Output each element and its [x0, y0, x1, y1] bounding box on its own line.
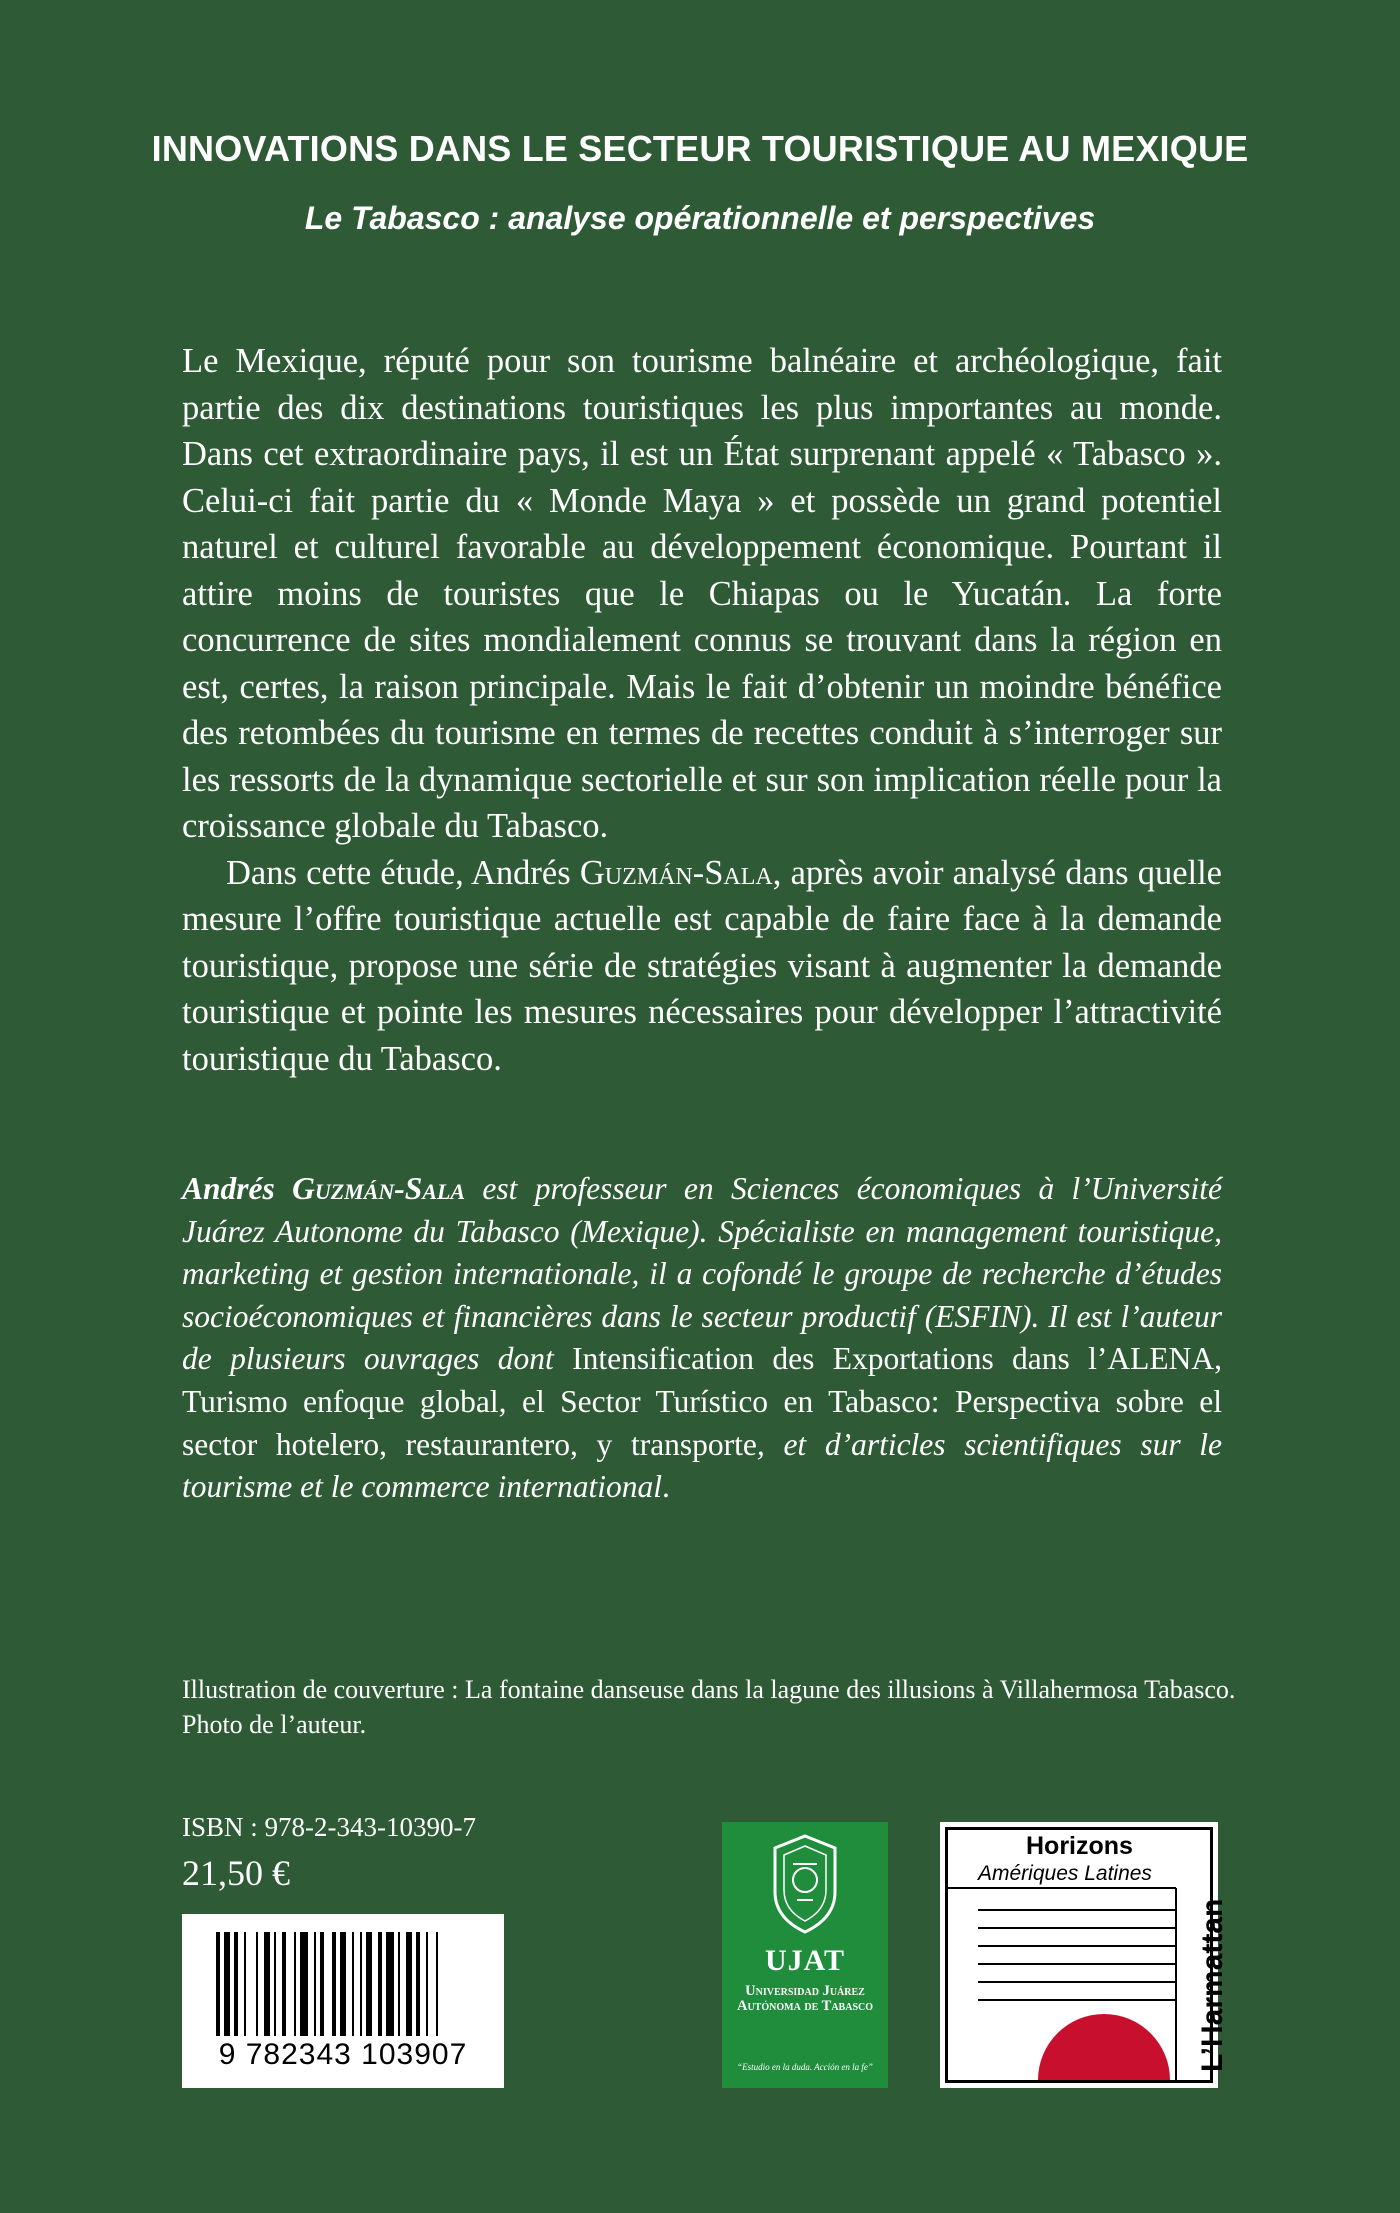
barcode-bar — [314, 1932, 316, 2036]
barcode-bar — [234, 1932, 238, 2036]
series-subtitle: Amériques Latines — [978, 1862, 1152, 1885]
series-logo — [940, 1822, 1229, 2088]
barcode-bar — [386, 1932, 394, 2036]
barcode — [182, 1914, 504, 2088]
barcode-bar — [436, 1932, 438, 2036]
barcode-bar — [216, 1932, 220, 2036]
barcode-bar — [256, 1932, 258, 2036]
summary-author-name: Guzmán-Sala — [579, 853, 773, 892]
barcode-bar — [332, 1932, 336, 2036]
barcode-bar — [352, 1932, 354, 2036]
barcode-bar — [224, 1932, 230, 2036]
barcode-bar — [264, 1932, 270, 2036]
summary-p2-before: Dans cette étude, Andrés — [226, 853, 580, 892]
barcode-bar — [398, 1932, 400, 2036]
cover-caption: Illustration de couverture : La fontaine danseuse dans la lagune des illusions à Villahermosa Tabasco. Photo de l’auteur. — [182, 1675, 1236, 1739]
series-name: Horizons — [1026, 1832, 1133, 1860]
barcode-bar — [300, 1932, 308, 2036]
summary-text — [182, 338, 1222, 1082]
summary-paragraph-1: Le Mexique, réputé pour son tourisme balnéaire et archéologique, fait partie des dix destinations touristiques les plus importantes au monde. Dans cet extraordinaire pays, il est un État surprenant appelé « Tabasco ». Celui-ci fait partie du « Monde Maya » et possède un grand potentiel naturel et culturel favorable au développement économique. Pourtant il attire moins de touristes que le Chiapas ou le Yucatán. La forte concurrence de sites mondialement connus se trouvant dans la région en est, certes, la raison principale. Mais le fait d’obtenir un moindre bénéfice des retombées du tourisme en termes de recettes conduit à s’interroger sur les ressorts de la dynamique sectorielle et sur son implication réelle pour la croissance globale du Tabasco. — [182, 342, 1222, 845]
bio-last-name: Guzmán-Sala — [292, 1171, 466, 1206]
bio-text-1: est professeur en Sciences économiques à l’Université Juárez Autonome du Tabasco (Mexique). Spécialiste en management touristique, marketing et gestion internationale, il a cofondé le groupe de recherche d’études socioéconomiques et financières dans le secteur productif (ESFIN). Il est l’auteur de plusieurs ouvrages dont — [182, 1171, 1222, 1377]
price: 21,50 € — [182, 1853, 290, 1893]
isbn: ISBN : 978-2-343-10390-7 — [182, 1812, 476, 1842]
barcode-bars — [182, 1914, 504, 2042]
summary-p2-after: , après avoir analysé dans quelle mesure l’offre touristique actuelle est capable de faire face à la demande touristique, propose une série de stratégies visant à augmenter la demande touristique et pointe les mesures nécessaires pour développer l’attractivité touristique du Tabasco. — [182, 853, 1222, 1078]
ujat-crest-icon — [722, 1822, 888, 1942]
barcode-bar — [378, 1932, 382, 2036]
series-logo-frame — [945, 1827, 1229, 2083]
ujat-motto: “Estudio en la duda. Acción en la fe” — [737, 2062, 873, 2072]
barcode-bar — [340, 1932, 346, 2036]
publisher-name: L’Harmattan — [1196, 1898, 1229, 2072]
barcode-bar — [320, 1932, 324, 2036]
author-bio — [182, 1168, 1222, 1509]
barcode-bar — [244, 1932, 246, 2036]
barcode-bar — [366, 1932, 372, 2036]
summary-paragraph-2 — [182, 850, 1222, 1083]
bio-end: . — [661, 1469, 670, 1505]
sun-shape — [1038, 2014, 1170, 2080]
book-title: INNOVATIONS DANS LE SECTEUR TOURISTIQUE AU MEXIQUE — [151, 128, 1249, 169]
barcode-bar — [426, 1932, 428, 2036]
barcode-bar — [406, 1932, 412, 2036]
bio-works: Intensification des Exportations dans l’ALENA, Turismo enfoque global, el Sector Turístico en Tabasco: Perspectiva sobre el sector hotelero, restaurantero, y transporte — [182, 1341, 1222, 1462]
book-subtitle: Le Tabasco : analyse opérationnelle et perspectives — [304, 200, 1096, 236]
barcode-bar — [282, 1932, 286, 2036]
ujat-full-name: Universidad Juárez Autónoma de Tabasco — [736, 1983, 874, 2014]
bio-first-name: Andrés — [182, 1171, 293, 1206]
barcode-number: 9 782343 103907 — [218, 2038, 468, 2071]
ujat-name: UJAT — [764, 1944, 846, 1977]
author-bio-paragraph — [182, 1168, 1222, 1509]
bio-text-2: , et d’articles scientifiques sur le tourisme et le commerce international — [182, 1426, 1222, 1505]
barcode-bar — [294, 1932, 296, 2036]
ujat-logo — [722, 1822, 888, 2088]
barcode-bar — [274, 1932, 276, 2036]
barcode-bar — [416, 1932, 420, 2036]
barcode-bar — [360, 1932, 362, 2036]
